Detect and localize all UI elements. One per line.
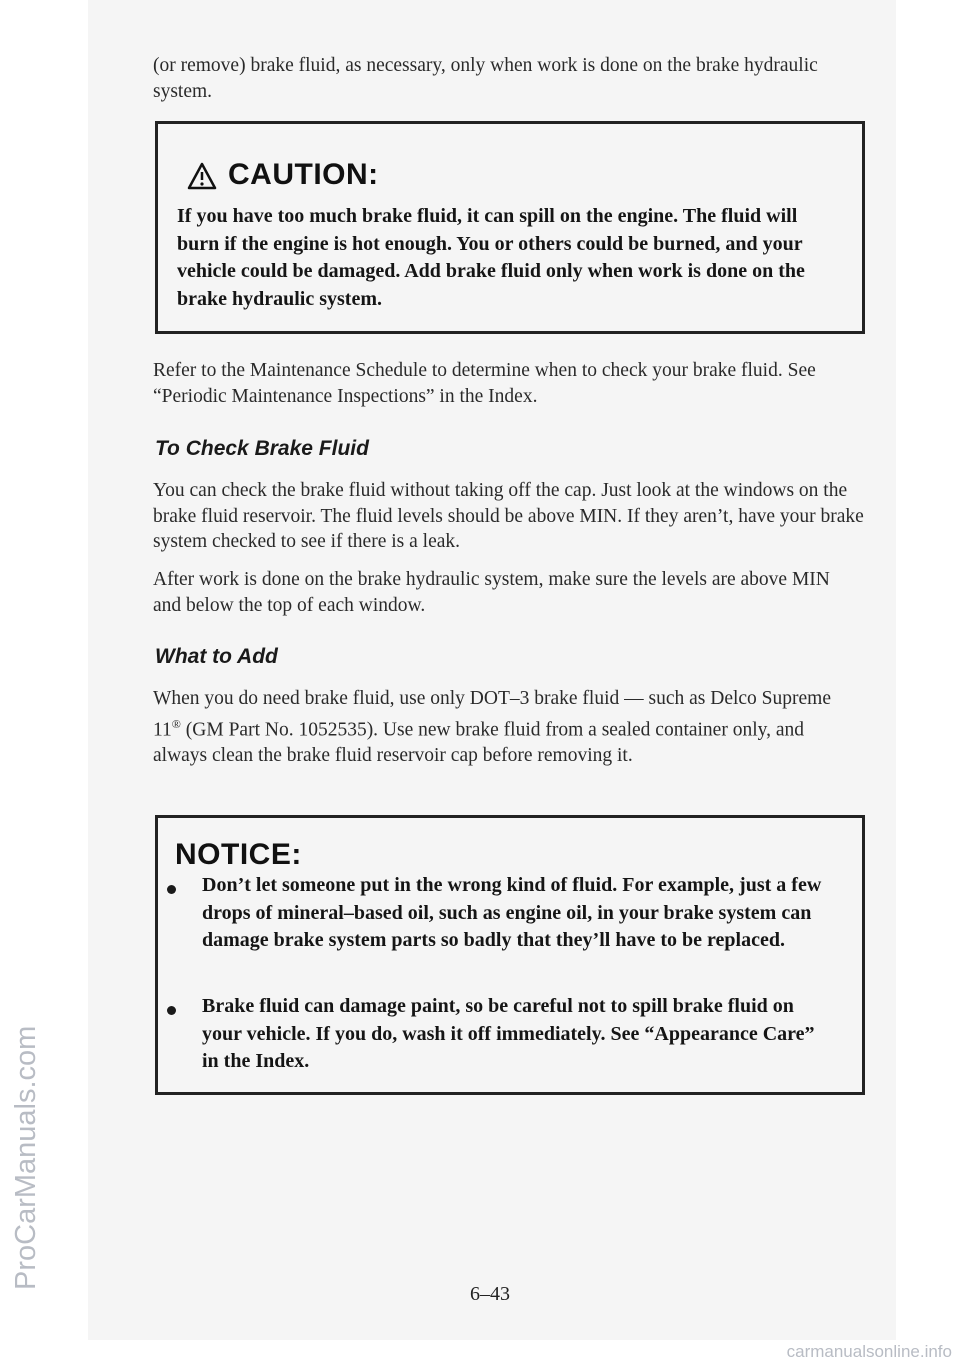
notice-box <box>155 815 865 1095</box>
notice-bullet-dot <box>167 1006 176 1015</box>
notice-bullet-dot <box>167 885 176 894</box>
caution-box <box>155 121 865 334</box>
warning-triangle-icon <box>187 162 217 190</box>
what-to-add-heading: What to Add <box>155 645 278 668</box>
check-paragraph-1: You can check the brake fluid without taking off the cap. Just look at the windows on the brake fluid reservoir. The fluid levels should be above MIN. If they aren’t, have your brake system checked to see if there is a leak. <box>153 480 864 552</box>
what-to-add-paragraph <box>153 686 858 768</box>
caution-text: If you have too much brake fluid, it can spill on the engine. The fluid will burn if the engine is hot enough. You or others could be burned, and your vehicle could be damaged. Add brake fluid only when work is done on the brake hydraulic system. <box>177 205 805 310</box>
caution-title: CAUTION: <box>228 158 379 191</box>
intro-paragraph: (or remove) brake fluid, as necessary, only when work is done on the brake hydraulic system. <box>153 55 818 102</box>
what-to-add-text-start: When you do need brake fluid, use only DOT–3 brake fluid — such as Delco Supreme 11 <box>153 688 831 740</box>
check-brake-fluid-heading: To Check Brake Fluid <box>155 437 369 460</box>
page-number: 6–43 <box>470 1283 510 1305</box>
refer-paragraph: Refer to the Maintenance Schedule to determine when to check your brake fluid. See “Periodic Maintenance Inspections” in the Index. <box>153 360 816 407</box>
watermark-procarmanuals: ProCarManuals.com <box>10 1025 42 1290</box>
what-to-add-text-end: (GM Part No. 1052535). Use new brake fluid from a sealed container only, and always clean the brake fluid reservoir cap before removing it. <box>153 719 805 766</box>
notice-title: NOTICE: <box>175 838 302 871</box>
check-paragraph-2: After work is done on the brake hydraulic system, make sure the levels are above MIN and below the top of each window. <box>153 569 830 616</box>
notice-bullet-1: Don’t let someone put in the wrong kind of fluid. For example, just a few drops of mineral–based oil, such as engine oil, in your brake system can damage brake system parts so badly that they’ll have to be replaced. <box>202 874 822 951</box>
notice-bullet-2: Brake fluid can damage paint, so be careful not to spill brake fluid on your vehicle. If you do, wash it off immediately. See “Appearance Care” in the Index. <box>202 995 815 1072</box>
registered-mark: ® <box>171 716 181 731</box>
watermark-carmanualsonline: carmanualsonline.info <box>786 1342 952 1361</box>
